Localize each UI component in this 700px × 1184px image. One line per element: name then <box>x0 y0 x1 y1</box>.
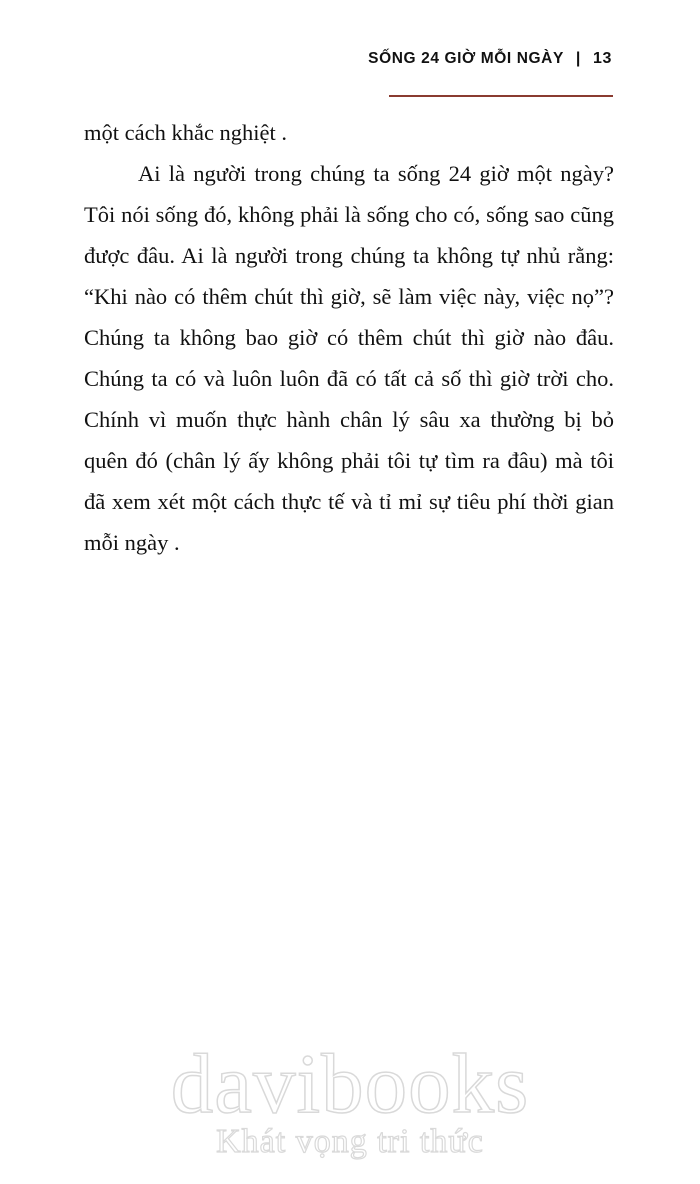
watermark <box>0 1037 700 1162</box>
running-head-title: SỐNG 24 GIỜ MỖI NGÀY <box>368 50 564 67</box>
body-text <box>84 112 614 563</box>
watermark-logo-text: davibooks <box>170 1037 530 1131</box>
header-divider-rule <box>389 95 613 97</box>
paragraph-continuation: một cách khắc nghiệt . <box>84 120 288 145</box>
running-head-separator: | <box>575 50 581 67</box>
running-head <box>368 50 612 68</box>
page-number: 13 <box>593 50 612 67</box>
watermark-tagline: Khát vọng tri thức <box>216 1123 484 1160</box>
paragraph-2: Ai là người trong chúng ta sống 24 giờ một ngày? Tôi nói sống đó, không phải là sống cho có, sống sao cũng được đâu. Ai là người trong chúng ta không tự nhủ rằng: “Khi nào có thêm chút thì giờ, sẽ làm việc này, việc nọ”? Chúng ta không bao giờ có thêm chút thì giờ nào đâu. Chúng ta có và luôn luôn đã có tất cả số thì giờ trời cho. Chính vì muốn thực hành chân lý sâu xa thường bị bỏ quên đó (chân lý ấy không phải tôi tự tìm ra đâu) mà tôi đã xem xét một cách thực tế và tỉ mỉ sự tiêu phí thời gian mỗi ngày . <box>84 161 614 555</box>
